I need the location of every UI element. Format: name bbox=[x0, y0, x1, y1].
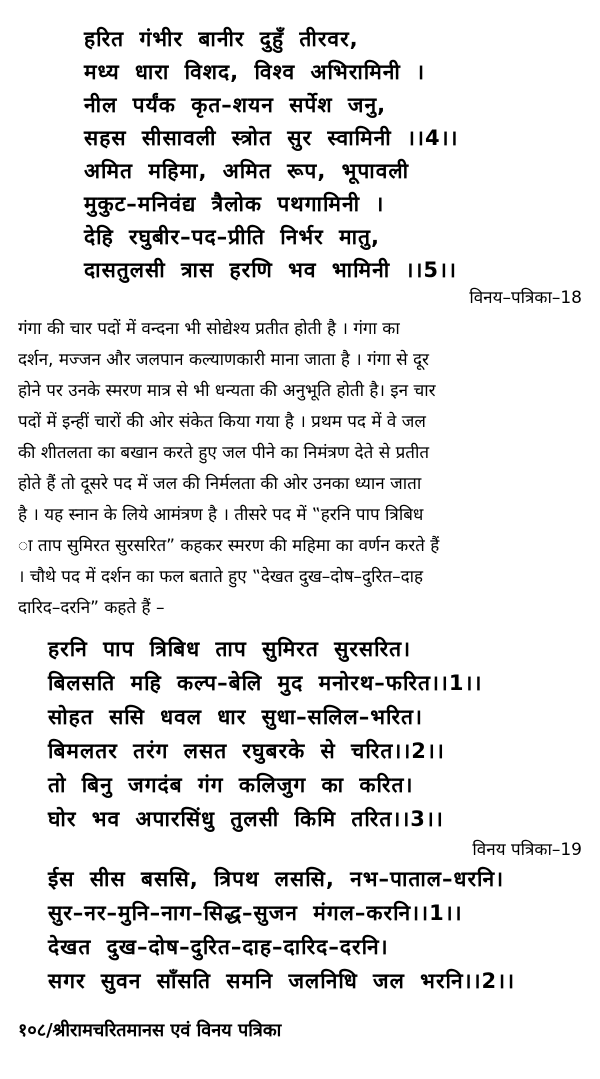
verse-line: बिलसति महि कल्प–बेलि मुद मनोरथ–फरित।।1।। bbox=[48, 671, 483, 695]
verse-line: हरनि पाप त्रिबिध ताप सुमिरत सुरसरित। bbox=[48, 637, 412, 661]
verse-line: सगर सुवन साँसति समनि जलनिधि जल भरनि।।2।। bbox=[48, 969, 516, 993]
verse-line: सहस सीसावली स्त्रोत सुर स्वामिनी ।।4।। bbox=[84, 126, 459, 150]
source-citation-1: विनय–पत्रिका–18 bbox=[469, 288, 582, 308]
prose-line: होने पर उनके स्मरण मात्र से भी धन्यता की अनुभूति होती है। इन चार bbox=[18, 381, 436, 401]
verse-line: तो बिनु जगदंब गंग कलिजुग का करित। bbox=[48, 773, 414, 797]
prose-line: दारिद–दरनि” कहते हैं – bbox=[18, 598, 165, 618]
verse-line: नील पर्यंक कृत–शयन सर्पेश जनु, bbox=[84, 93, 387, 117]
verse-line: मध्य धारा विशद, विश्व अभिरामिनी । bbox=[84, 60, 426, 84]
prose-line: ा ताप सुमिरत सुरसरित” कहकर स्मरण की महिमा का वर्णन करते हैं bbox=[18, 536, 440, 556]
verse-line: घोर भव अपारसिंधु तुलसी किमि तरित।।3।। bbox=[48, 807, 444, 831]
prose-line: गंगा की चार पदों में वन्दना भी सोद्येश्य प्रतीत होती है । गंगा का bbox=[18, 319, 400, 339]
verse-line: अमित महिमा, अमित रूप, भूपावली bbox=[84, 159, 410, 183]
prose-line: है । यह स्नान के लिये आमंत्रण है । तीसरे पद में ‟हरनि पाप त्रिबिध bbox=[18, 505, 424, 525]
verse-line: देखत दुख–दोष–दुरित–दाह–दारिद–दरनि। bbox=[48, 935, 389, 959]
prose-line: पदों में इन्हीं चारों की ओर संकेत किया गया है । प्रथम पद में वे जल bbox=[18, 412, 426, 432]
verse-line: मुकुट–मनिवंद्य त्रैलोक पथगामिनी । bbox=[84, 192, 385, 216]
verse-line: सुर–नर–मुनि–नाग–सिद्ध–सुजन मंगल–करनि।।1।। bbox=[48, 901, 463, 925]
verse-line: सोहत ससि धवल धार सुधा–सलिल–भरित। bbox=[48, 705, 423, 729]
prose-line: । चौथे पद में दर्शन का फल बताते हुए ‟देखत दुख–दोष–दुरित–दाह bbox=[18, 567, 424, 587]
verse-line: ईस सीस बससि, त्रिपथ लससि, नभ–पाताल–धरनि। bbox=[48, 867, 505, 891]
prose-line: की शीतलता का बखान करते हुए जल पीने का निमंत्रण देते से प्रतीत bbox=[18, 443, 430, 463]
verse-line: हरित गंभीर बानीर दुहुँ तीरवर, bbox=[84, 27, 359, 51]
page-footer: १०८/श्रीरामचरितमानस एवं विनय पत्रिका bbox=[18, 1020, 282, 1041]
prose-line: होते हैं तो दूसरे पद में जल की निर्मलता की ओर उनका ध्यान जाता bbox=[18, 474, 422, 494]
verse-line: बिमलतर तरंग लसत रघुबरके से चरित।।2।। bbox=[48, 739, 445, 763]
prose-line: दर्शन, मज्जन और जलपान कल्याणकारी माना जाता है । गंगा से दूर bbox=[18, 350, 429, 370]
verse-line: देहि रघुबीर–पद–प्रीति निर्भर मातु, bbox=[84, 225, 380, 249]
verse-line: दासतुलसी त्रास हरणि भव भामिनी ।।5।। bbox=[84, 258, 457, 282]
source-citation-2: विनय पत्रिका–19 bbox=[472, 840, 582, 860]
